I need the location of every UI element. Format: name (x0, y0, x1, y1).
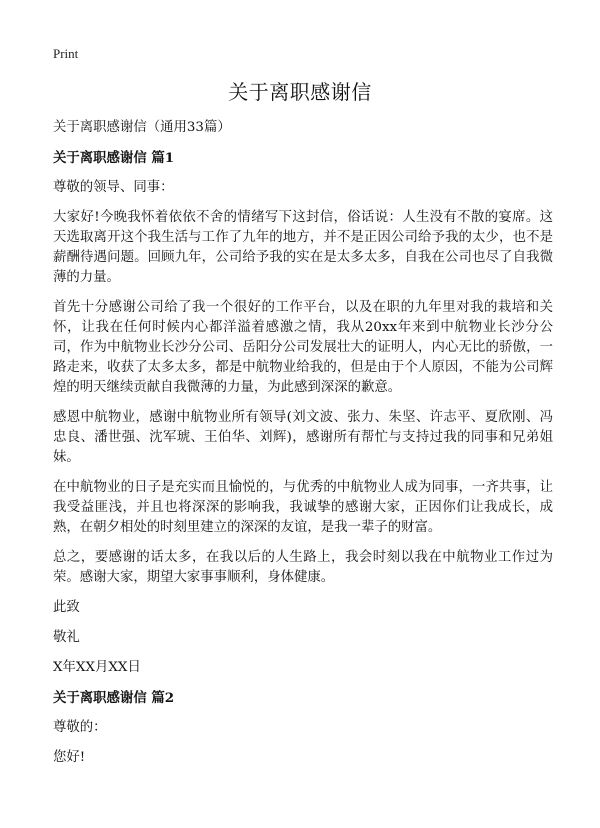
section-heading-1: 关于离职感谢信 篇1 (53, 150, 175, 166)
print-link[interactable]: Print (53, 46, 79, 61)
paragraph: 总之，要感谢的话太多，在我以后的人生路上，我会时刻以我在中航物业工作过为荣。感谢大家，期望大家事事顺利，身体健康。 (53, 550, 553, 585)
paragraph: 首先十分感谢公司给了我一个很好的工作平台，以及在职的九年里对我的栽培和关怀，让我在任何时候内心都洋溢着感激之情，我从20xx年来到中航物业长沙分公司，作为中航物业长沙分公司、岳阳分公司发展壮大的证明人，内心无比的骄傲，一路走来，收获了太多太多，都是中航物业给我的，但是由于个人原因，不能为公司辉煌的明天继续贡献自我微薄的力量，为此感到深深的歉意。 (53, 300, 553, 395)
document-subtitle: 关于离职感谢信（通用33篇） (53, 120, 231, 135)
section-heading-2: 关于离职感谢信 篇2 (53, 690, 175, 706)
closing-line: 此致 (53, 600, 80, 615)
paragraph: 大家好!今晚我怀着依依不舍的情绪写下这封信，俗话说：人生没有不散的宴席。这天选取离开这个我生活与工作了九年的地方，并不是正因公司给予我的太少，也不是薪酬待遇问题。回顾九年，公司给予我的实在是太多太多，自我在公司也尽了自我微薄的力量。 (53, 210, 553, 285)
greeting-2: 您好! (53, 750, 86, 765)
document-body (53, 118, 553, 778)
letter-date: X年XX月XX日 (53, 660, 141, 675)
paragraph: 在中航物业的日子是充实而且愉悦的，与优秀的中航物业人成为同事，一齐共事，让我受益匪浅，并且也将深深的影响我，我诚挚的感谢大家，正因你们让我成长，成熟，在朝夕相处的时刻里建立的深深的友谊，是我一辈子的财富。 (53, 480, 553, 535)
salutation-2: 尊敬的： (53, 720, 107, 735)
closing-line: 敬礼 (53, 630, 80, 645)
paragraph: 感恩中航物业，感谢中航物业所有领导(刘文波、张力、朱坚、许志平、夏欣刚、冯忠良、潘世强、沈军琥、王伯华、刘辉)，感谢所有帮忙与支持过我的同事和兄弟姐妹。 (53, 410, 553, 465)
page-title: 关于离职感谢信 (228, 80, 372, 104)
salutation-1: 尊敬的领导、同事： (53, 180, 174, 195)
